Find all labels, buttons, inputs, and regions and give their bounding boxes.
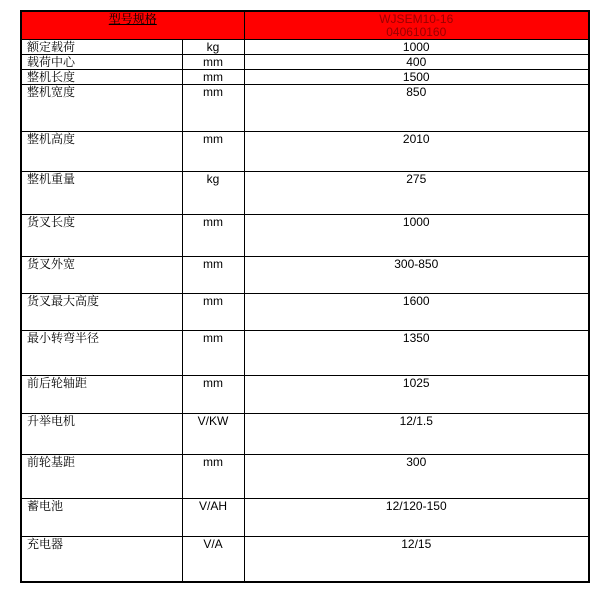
cell-unit: mm <box>182 376 244 414</box>
cell-parameter-name: 整机高度 <box>21 132 182 172</box>
cell-parameter-name: 整机重量 <box>21 172 182 215</box>
cell-value: 275 <box>244 172 589 215</box>
cell-unit: mm <box>182 257 244 294</box>
cell-parameter-name: 蓄电池 <box>21 499 182 537</box>
spec-header-cell <box>21 11 244 40</box>
cell-unit: mm <box>182 85 244 132</box>
cell-parameter-name: 前轮基距 <box>21 455 182 499</box>
cell-unit: mm <box>182 331 244 376</box>
cell-value: 12/120-150 <box>244 499 589 537</box>
model-number-line2: 040610160 <box>386 25 447 39</box>
model-number-line1: WJSEM10-16 <box>379 12 454 26</box>
cell-unit: mm <box>182 70 244 85</box>
table-row <box>21 537 589 582</box>
cell-unit: V/A <box>182 537 244 582</box>
table-row <box>21 499 589 537</box>
header-row <box>21 11 589 40</box>
model-header-cell <box>244 11 589 40</box>
cell-value: 1600 <box>244 294 589 331</box>
table-row <box>21 257 589 294</box>
table-row <box>21 55 589 70</box>
cell-unit: kg <box>182 40 244 55</box>
cell-unit: V/KW <box>182 414 244 455</box>
cell-value: 300-850 <box>244 257 589 294</box>
cell-value: 1000 <box>244 215 589 257</box>
cell-parameter-name: 升举电机 <box>21 414 182 455</box>
cell-unit: mm <box>182 132 244 172</box>
cell-parameter-name: 整机宽度 <box>21 85 182 132</box>
cell-parameter-name: 前后轮轴距 <box>21 376 182 414</box>
table-row <box>21 132 589 172</box>
cell-value: 2010 <box>244 132 589 172</box>
spec-table <box>20 10 590 583</box>
cell-parameter-name: 货叉最大高度 <box>21 294 182 331</box>
cell-unit: kg <box>182 172 244 215</box>
table-row <box>21 172 589 215</box>
cell-value: 850 <box>244 85 589 132</box>
cell-parameter-name: 货叉长度 <box>21 215 182 257</box>
cell-parameter-name: 最小转弯半径 <box>21 331 182 376</box>
cell-parameter-name: 整机长度 <box>21 70 182 85</box>
cell-value: 12/15 <box>244 537 589 582</box>
table-row <box>21 85 589 132</box>
cell-unit: mm <box>182 215 244 257</box>
cell-value: 1000 <box>244 40 589 55</box>
table-row <box>21 331 589 376</box>
table-row <box>21 294 589 331</box>
table-row <box>21 376 589 414</box>
table-row <box>21 70 589 85</box>
cell-unit: V/AH <box>182 499 244 537</box>
spec-header-label: 型号规格 <box>108 12 157 26</box>
cell-unit: mm <box>182 294 244 331</box>
cell-value: 1025 <box>244 376 589 414</box>
table-row <box>21 414 589 455</box>
cell-value: 300 <box>244 455 589 499</box>
cell-unit: mm <box>182 455 244 499</box>
cell-parameter-name: 充电器 <box>21 537 182 582</box>
cell-value: 1500 <box>244 70 589 85</box>
cell-value: 400 <box>244 55 589 70</box>
cell-value: 1350 <box>244 331 589 376</box>
cell-value: 12/1.5 <box>244 414 589 455</box>
cell-unit: mm <box>182 55 244 70</box>
table-row <box>21 455 589 499</box>
table-row <box>21 215 589 257</box>
spec-rows-body <box>21 40 589 582</box>
cell-parameter-name: 货叉外宽 <box>21 257 182 294</box>
cell-parameter-name: 额定载荷 <box>21 40 182 55</box>
cell-parameter-name: 载荷中心 <box>21 55 182 70</box>
table-row <box>21 40 589 55</box>
